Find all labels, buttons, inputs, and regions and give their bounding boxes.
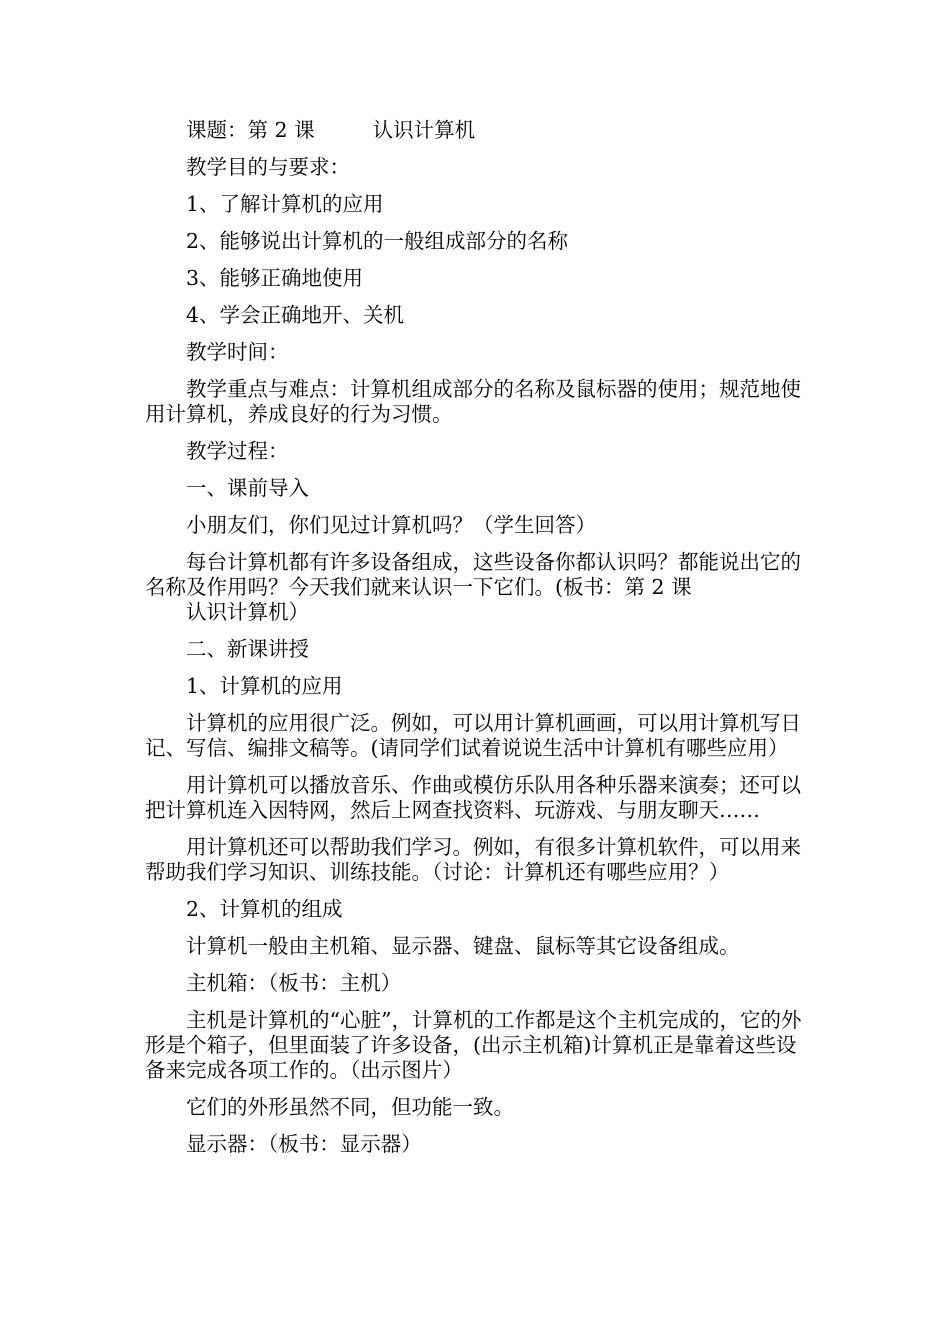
body-paragraph: 计算机一般由主机箱、显示器、键盘、鼠标等其它设备组成。 — [186, 934, 740, 958]
objectives-heading: 教学目的与要求： — [186, 155, 350, 179]
body-paragraph: 用计算机可以播放音乐、作曲或模仿乐队用各种乐器来演奏；还可以把计算机连入因特网，然后上网查找资料、玩游戏、与朋友聊天…… — [145, 773, 801, 822]
objective-item: 4、学会正确地开、关机 — [186, 303, 405, 327]
subsection-heading: 1、计算机的应用 — [186, 674, 343, 698]
section-heading: 一、课前导入 — [186, 476, 309, 500]
body-paragraph: 显示器：（板书：显示器） — [186, 1132, 422, 1156]
lesson-title-prefix: 课题：第 2 课 — [186, 118, 315, 142]
objective-item: 3、能够正确地使用 — [186, 266, 364, 290]
body-text: 每台计算机都有许多设备组成，这些设备你都认识吗？都能说出它的名称及作用吗？今天我们就来认识一下它们。(板书：第 2 课 — [145, 550, 801, 599]
lesson-title — [145, 118, 810, 143]
body-paragraph: 用计算机还可以帮助我们学习。例如，有很多计算机软件，可以用来帮助我们学习知识、训练技能。（讨论：计算机还有哪些应用？） — [145, 835, 801, 884]
key-points-paragraph: 教学重点与难点：计算机组成部分的名称及鼠标器的使用；规范地使用计算机，养成良好的行为习惯。 — [145, 377, 801, 426]
body-paragraph: 它们的外形虽然不同，但功能一致。 — [186, 1095, 514, 1119]
body-paragraph: 小朋友们，你们见过计算机吗？（学生回答） — [186, 513, 596, 537]
objective-item: 2、能够说出计算机的一般组成部分的名称 — [186, 229, 569, 253]
body-paragraph: 主机是计算机的“心脏”，计算机的工作都是这个主机完成的，它的外形是个箱子，但里面装了许多设备，(出示主机箱)计算机正是靠着这些设备来完成各项工作的。（出示图片） — [145, 1008, 802, 1082]
body-paragraph: 主机箱：（板书：主机） — [186, 971, 402, 995]
section-heading: 二、新课讲授 — [186, 637, 309, 661]
teaching-time: 教学时间： — [186, 340, 289, 364]
objective-item: 1、了解计算机的应用 — [186, 192, 384, 216]
subsection-heading: 2、计算机的组成 — [186, 897, 343, 921]
body-text-continuation: 认识计算机） — [186, 600, 309, 624]
lesson-title-name: 认识计算机 — [372, 118, 476, 142]
body-paragraph — [145, 550, 810, 625]
body-paragraph: 计算机的应用很广泛。例如，可以用计算机画画，可以用计算机写日记、写信、编排文稿等。(请同学们试着说说生活中计算机有哪些应用） — [145, 711, 801, 760]
document-body — [145, 118, 810, 1169]
process-heading: 教学过程： — [186, 439, 289, 463]
